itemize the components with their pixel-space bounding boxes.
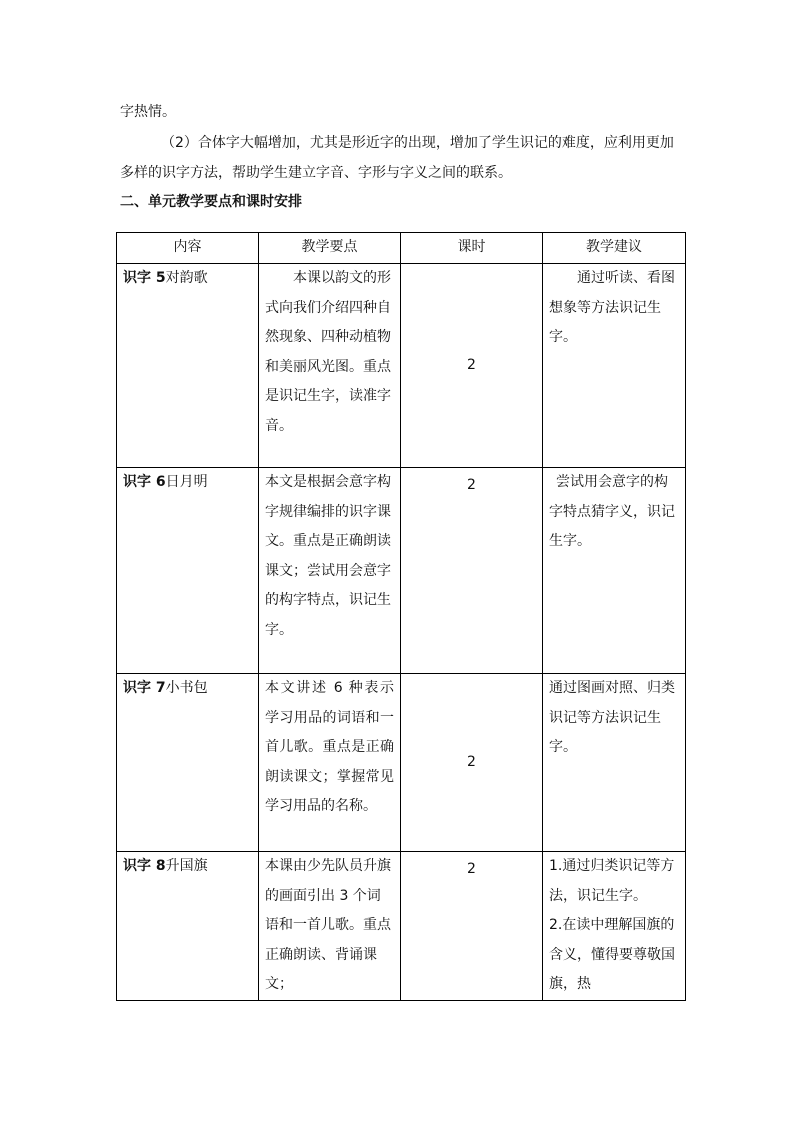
class-hours-value: 2: [467, 861, 476, 877]
lesson-title: 小书包: [165, 680, 208, 696]
lesson-title: 对韵歌: [165, 270, 208, 286]
class-hours-cell: [401, 852, 543, 1001]
teaching-points-cell: 本课以韵文的形式向我们介绍四种自然现象、四种动植物和美丽风光图。重点是识记生字，读准字音。: [259, 264, 401, 468]
table-row: [117, 264, 686, 468]
class-hours-value: 2: [467, 356, 476, 373]
header-teaching-points: 教学要点: [259, 233, 401, 264]
lesson-number: 识字 7: [123, 680, 166, 696]
class-hours-cell: [401, 674, 543, 852]
lesson-number: 识字 8: [123, 858, 166, 874]
teaching-points-cell: 本文讲述 6 种表示学习用品的词语和一首儿歌。重点是正确朗读课文；掌握常见学习用品的名称。: [259, 674, 401, 852]
table-row: [117, 468, 686, 674]
teaching-advice-cell: 通过图画对照、归类识记等方法识记生字。: [543, 674, 686, 852]
lesson-number: 识字 5: [123, 270, 166, 286]
section-heading: 二、单元教学要点和课时安排: [120, 194, 302, 210]
header-class-hours: 课时: [401, 233, 543, 264]
teaching-advice-cell: 通过听读、看图想象等方法识记生字。: [543, 264, 686, 468]
class-hours-value: 2: [467, 753, 476, 770]
lesson-number: 识字 6: [123, 474, 166, 490]
advice-item-2: 2.在读中理解国旗的含义，懂得要尊敬国旗，热: [549, 917, 675, 992]
table-header-row: [117, 233, 686, 264]
class-hours-value: 2: [467, 477, 476, 493]
teaching-advice-cell: 尝试用会意字的构字特点猜字义，识记生字。: [543, 468, 686, 674]
header-teaching-advice: 教学建议: [543, 233, 686, 264]
table-row: [117, 674, 686, 852]
lesson-title: 日月明: [165, 474, 208, 490]
lesson-title: 升国旗: [165, 858, 208, 874]
paragraph-point-2: （2）合体字大幅增加，尤其是形近字的出现，增加了学生识记的难度，应利用更加多样的识字方法，帮助学生建立字音、字形与字义之间的联系。: [120, 135, 674, 181]
teaching-points-cell: 本文是根据会意字构字规律编排的识字课文。重点是正确朗读课文；尝试用会意字的构字特点，识记生字。: [259, 468, 401, 674]
table-row: [117, 852, 686, 1001]
teaching-advice-cell: [543, 852, 686, 1001]
lesson-cell: [117, 674, 259, 852]
advice-item-1: 1.通过归类识记等方法，识记生字。: [549, 858, 675, 904]
lesson-cell: [117, 852, 259, 1001]
teaching-points-cell: 本课由少先队员升旗的画面引出 3 个词语和一首儿歌。重点正确朗读、背诵课文；: [259, 852, 401, 1001]
class-hours-cell: [401, 468, 543, 674]
lesson-cell: [117, 468, 259, 674]
class-hours-cell: [401, 264, 543, 468]
lesson-plan-table: [116, 232, 686, 1001]
header-content: 内容: [117, 233, 259, 264]
paragraph-continuation: 字热情。: [120, 104, 176, 120]
lesson-cell: [117, 264, 259, 468]
